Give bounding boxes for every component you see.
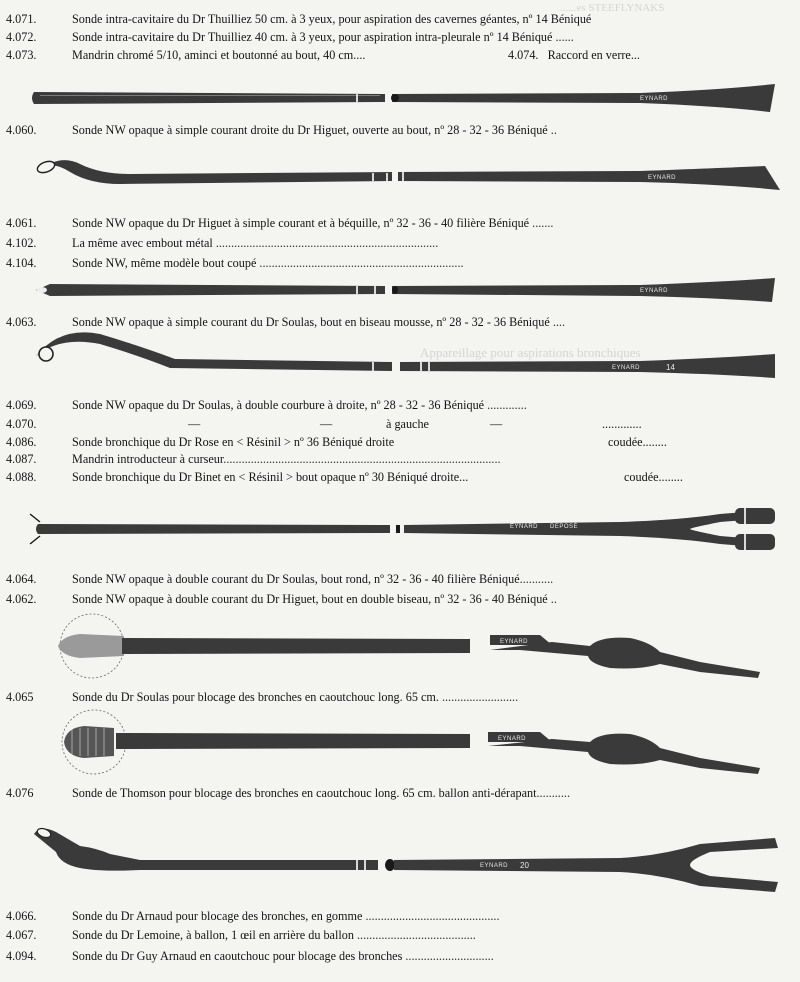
- probe-illustration-soulas: [0, 330, 800, 388]
- item-description: Sonde intra-cavitaire du Dr Thuilliez 50 cm. à 3 yeux, pour aspiration des cavernes géantes, nº 14 Béniqué: [72, 12, 592, 26]
- entry-4066: [6, 909, 796, 924]
- leader-dots: ..: [547, 123, 557, 137]
- item-number: 4.076: [6, 786, 34, 800]
- entry-4065: [6, 690, 796, 705]
- probe-illustration-double-current: [0, 500, 800, 570]
- item-description: Sonde du Dr Arnaud pour blocage des bronches, en gomme: [72, 909, 363, 923]
- probe-illustration-cut-end: [0, 274, 800, 306]
- entry-4076: [6, 786, 796, 801]
- variant-label: coudée........: [608, 435, 667, 449]
- item-number: 4.088.: [6, 470, 37, 484]
- brand-label: EYNARD: [500, 639, 529, 645]
- entry-4102: [6, 236, 796, 251]
- leader-dots: ..: [547, 592, 557, 606]
- entry-4061: [6, 216, 796, 231]
- item-number: 4.087.: [6, 452, 37, 466]
- item-number: 4.071.: [6, 12, 37, 26]
- item-description: Sonde NW opaque du Dr Soulas, à double courbure à droite, nº 28 - 32 - 36 Béniqué: [72, 398, 485, 412]
- entry-4070: [6, 417, 796, 432]
- probe-illustration-thuilliez: [0, 78, 800, 118]
- item-description: Raccord en verre...: [547, 48, 640, 62]
- item-number: 4.065: [6, 690, 34, 704]
- ditto-mark: —: [188, 417, 201, 431]
- leader-dots: ...........: [519, 572, 554, 586]
- item-description: Mandrin chromé 5/10, aminci et boutonné au bout, 40 cm....: [72, 48, 366, 62]
- item-description: Sonde du Dr Soulas pour blocage des bronches en caoutchouc long. 65 cm.: [72, 690, 439, 704]
- leader-dots: ......: [552, 30, 574, 44]
- size-label: 20: [520, 861, 529, 870]
- item-number: 4.086.: [6, 435, 37, 449]
- brand-label: EYNARD: [648, 175, 677, 181]
- item-number: 4.062.: [6, 592, 37, 606]
- depose-label: DÉPOSÉ: [550, 524, 579, 530]
- leader-dots: .............: [602, 417, 642, 431]
- variant-label: coudée........: [624, 470, 683, 484]
- size-label: 14: [666, 363, 675, 372]
- entry-4087: [6, 452, 796, 467]
- item-description: Sonde NW opaque à double courant du Dr Higuet, bout en double biseau, nº 32 - 36 - 40 Béniqué: [72, 592, 548, 606]
- entry-4064: [6, 572, 796, 587]
- item-number: 4.074.: [508, 48, 539, 62]
- entry-4073: [6, 48, 796, 63]
- leader-dots: ....: [549, 315, 566, 329]
- entry-4071: [6, 12, 796, 27]
- item-number: 4.066.: [6, 909, 37, 923]
- item-description: Mandrin introducteur à curseur: [72, 452, 224, 466]
- item-number: 4.072.: [6, 30, 37, 44]
- bleed-through-header: ......es STEEFLYNAKS: [560, 2, 665, 14]
- entry-4072: [6, 30, 796, 45]
- brand-label: EYNARD: [612, 365, 641, 371]
- ditto-mark: —: [490, 417, 503, 431]
- probe-illustration-higuet: [0, 150, 800, 205]
- bleed-through-caption: Appareillage pour aspirations bronchiques: [420, 345, 641, 360]
- item-description: Sonde intra-cavitaire du Dr Thuilliez 40 cm. à 3 yeux, pour aspiration intra-pleurale nº 14 Béniqué: [72, 30, 553, 44]
- leader-dots: .......................................: [353, 928, 476, 942]
- leader-dots: .........................................................................: [212, 236, 439, 250]
- entry-4069: [6, 398, 796, 413]
- leader-dots: ...........: [536, 786, 570, 800]
- leader-dots: .......: [529, 216, 554, 230]
- entry-4086: [6, 435, 796, 450]
- leader-dots: .............: [484, 398, 527, 412]
- leader-dots: .........................: [438, 690, 519, 704]
- item-number: 4.063.: [6, 315, 37, 329]
- item-number: 4.060.: [6, 123, 37, 137]
- probe-illustration-arnaud: [0, 820, 800, 900]
- item-number: 4.102.: [6, 236, 37, 250]
- item-description: Sonde NW opaque à simple courant droite du Dr Higuet, ouverte au bout, nº 28 - 32 - 36 Béniqué: [72, 123, 548, 137]
- entry-4067: [6, 928, 796, 943]
- item-description: Sonde du Dr Guy Arnaud en caoutchouc pour blocage des bronches: [72, 949, 403, 963]
- leader-dots: .............................: [402, 949, 494, 963]
- probe-illustration-soulas-blocker: [0, 612, 800, 684]
- brand-label: EYNARD: [498, 736, 527, 742]
- entry-4062: [6, 592, 796, 607]
- item-description: Sonde NW opaque à double courant du Dr Soulas, bout rond, nº 32 - 36 - 40 filière Béniqué: [72, 572, 520, 586]
- entry-4060: [6, 123, 796, 138]
- probe-illustration-thomson-blocker: [0, 708, 800, 778]
- brand-label: EYNARD: [640, 96, 669, 102]
- brand-label: EYNARD: [640, 288, 669, 294]
- item-number: 4.069.: [6, 398, 37, 412]
- brand-label: EYNARD: [510, 524, 539, 530]
- leader-dots: ...........................................................................................: [223, 452, 501, 466]
- item-number: 4.104.: [6, 256, 37, 270]
- item-number: 4.064.: [6, 572, 37, 586]
- item-number: 4.067.: [6, 928, 37, 942]
- entry-4094: [6, 949, 796, 964]
- item-number: 4.094.: [6, 949, 37, 963]
- leader-dots: ...................................................................: [256, 256, 464, 270]
- leader-dots: ............................................: [362, 909, 500, 923]
- item-description: Sonde NW, même modèle bout coupé: [72, 256, 257, 270]
- item-description: Sonde bronchique du Dr Rose en < Résinil > nº 36 Béniqué droite: [72, 435, 395, 449]
- brand-label: EYNARD: [480, 863, 509, 869]
- item-description: Sonde de Thomson pour blocage des bronches en caoutchouc long. 65 cm. ballon anti-dérapant: [72, 786, 537, 800]
- item-description: Sonde du Dr Lemoine, à ballon, 1 œil en arrière du ballon: [72, 928, 354, 942]
- item-number: 4.070.: [6, 417, 37, 431]
- item-number: 4.061.: [6, 216, 37, 230]
- item-description: La même avec embout métal: [72, 236, 213, 250]
- item-description: Sonde bronchique du Dr Binet en < Résinil > bout opaque nº 30 Béniqué droite...: [72, 470, 469, 484]
- item-description: à gauche: [386, 417, 429, 431]
- item-description: Sonde NW opaque à simple courant du Dr Soulas, bout en biseau mousse, nº 28 - 32 - 36 Béniqué: [72, 315, 550, 329]
- item-number: 4.073.: [6, 48, 37, 62]
- item-description: Sonde NW opaque du Dr Higuet à simple courant et à béquille, nº 32 - 36 - 40 filière Béniqué: [72, 216, 530, 230]
- entry-4063: [6, 315, 796, 330]
- entry-4104: [6, 256, 796, 271]
- ditto-mark: —: [320, 417, 333, 431]
- entry-4088: [6, 470, 796, 485]
